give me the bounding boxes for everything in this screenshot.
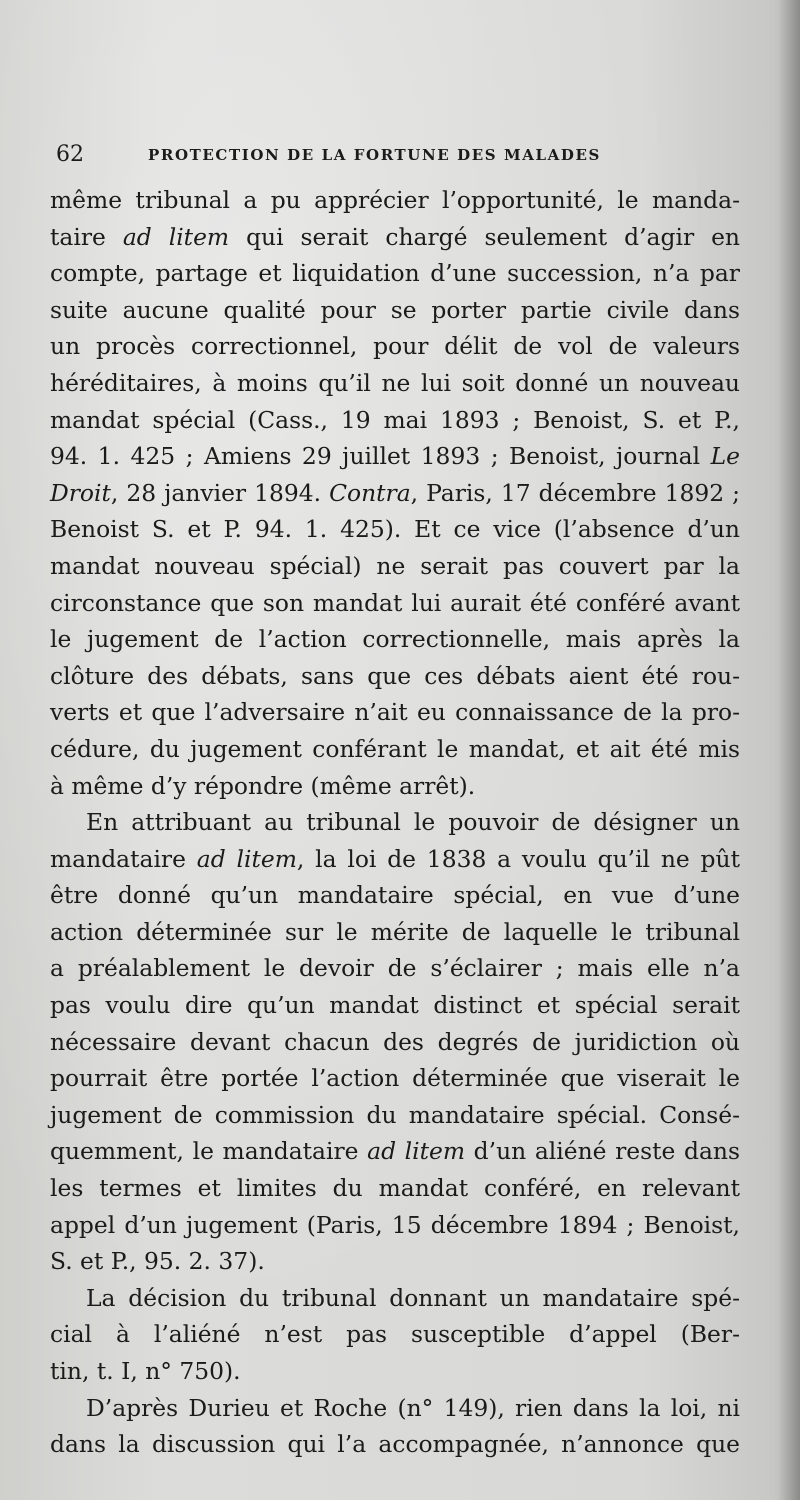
text-line: quemment, le mandataire ad litem d’un aliéné reste dans	[50, 1137, 740, 1166]
text-line: D’après Durieu et Roche (n° 149), rien dans la loi, ni	[86, 1393, 740, 1422]
text-line: les termes et limites du mandat conféré, en relevant	[50, 1174, 740, 1203]
paragraph	[50, 1280, 740, 1390]
text-line: Droit, 28 janvier 1894. Contra, Paris, 17 décembre 1892 ;	[50, 478, 740, 507]
page-header	[56, 140, 756, 170]
page-body	[50, 182, 740, 1463]
text-line: cial à l’aliéné n’est pas susceptible d’appel (Ber-	[50, 1320, 740, 1349]
text-line: jugement de commission du mandataire spécial. Consé-	[50, 1100, 740, 1129]
text-line: 94. 1. 425 ; Amiens 29 juillet 1893 ; Benoist, journal Le	[50, 442, 740, 471]
text-line: mandataire ad litem, la loi de 1838 a voulu qu’il ne pût	[50, 844, 740, 873]
text-line: à même d’y répondre (même arrêt).	[50, 771, 476, 800]
text-line: La décision du tribunal donnant un mandataire spé-	[86, 1283, 740, 1312]
text-line: taire ad litem qui serait chargé seulement d’agir en	[50, 222, 740, 251]
text-line: dans la discussion qui l’a accompagnée, n’annonce que	[50, 1430, 740, 1459]
text-line: pas voulu dire qu’un mandat distinct et spécial serait	[50, 991, 740, 1020]
text-line: être donné qu’un mandataire spécial, en vue d’une	[50, 881, 740, 910]
text-line: un procès correctionnel, pour délit de vol de valeurs	[50, 332, 740, 361]
text-line: le jugement de l’action correctionnelle, mais après la	[50, 625, 740, 654]
running-title: PROTECTION DE LA FORTUNE DES MALADES	[148, 146, 601, 164]
text-line: a préalablement le devoir de s’éclairer ; mais elle n’a	[50, 954, 740, 983]
text-line: appel d’un jugement (Paris, 15 décembre 1894 ; Benoist,	[50, 1210, 740, 1239]
text-line: mandat spécial (Cass., 19 mai 1893 ; Benoist, S. et P.,	[50, 405, 740, 434]
text-line: clôture des débats, sans que ces débats aient été rou-	[50, 661, 740, 690]
text-line: Benoist S. et P. 94. 1. 425). Et ce vice (l’absence d’un	[50, 515, 740, 544]
paragraph	[50, 804, 740, 1280]
page-number: 62	[56, 142, 84, 167]
text-line: verts et que l’adversaire n’ait eu connaissance de la pro-	[50, 698, 740, 727]
text-line: action déterminée sur le mérite de laquelle le tribunal	[50, 917, 740, 946]
page-edge-shadow	[778, 0, 800, 1500]
text-line: héréditaires, à moins qu’il ne lui soit donné un nouveau	[50, 368, 740, 397]
text-line: nécessaire devant chacun des degrés de juridiction où	[50, 1027, 740, 1056]
paragraph	[50, 182, 740, 804]
text-line: même tribunal a pu apprécier l’opportunité, le manda-	[50, 186, 740, 214]
text-line: tin, t. I, n° 750).	[50, 1357, 241, 1385]
text-line: S. et P., 95. 2. 37).	[50, 1247, 265, 1276]
text-line: pourrait être portée l’action déterminée que viserait le	[50, 1064, 740, 1093]
text-line: En attribuant au tribunal le pouvoir de désigner un	[86, 808, 740, 837]
text-line: suite aucune qualité pour se porter partie civile dans	[50, 295, 740, 324]
paragraph	[50, 1390, 740, 1463]
text-line: cédure, du jugement conférant le mandat, et ait été mis	[50, 734, 740, 763]
text-line: mandat nouveau spécial) ne serait pas couvert par la	[50, 551, 740, 580]
text-line: compte, partage et liquidation d’une succession, n’a par	[50, 259, 740, 288]
text-line: circonstance que son mandat lui aurait été conféré avant	[50, 588, 740, 617]
